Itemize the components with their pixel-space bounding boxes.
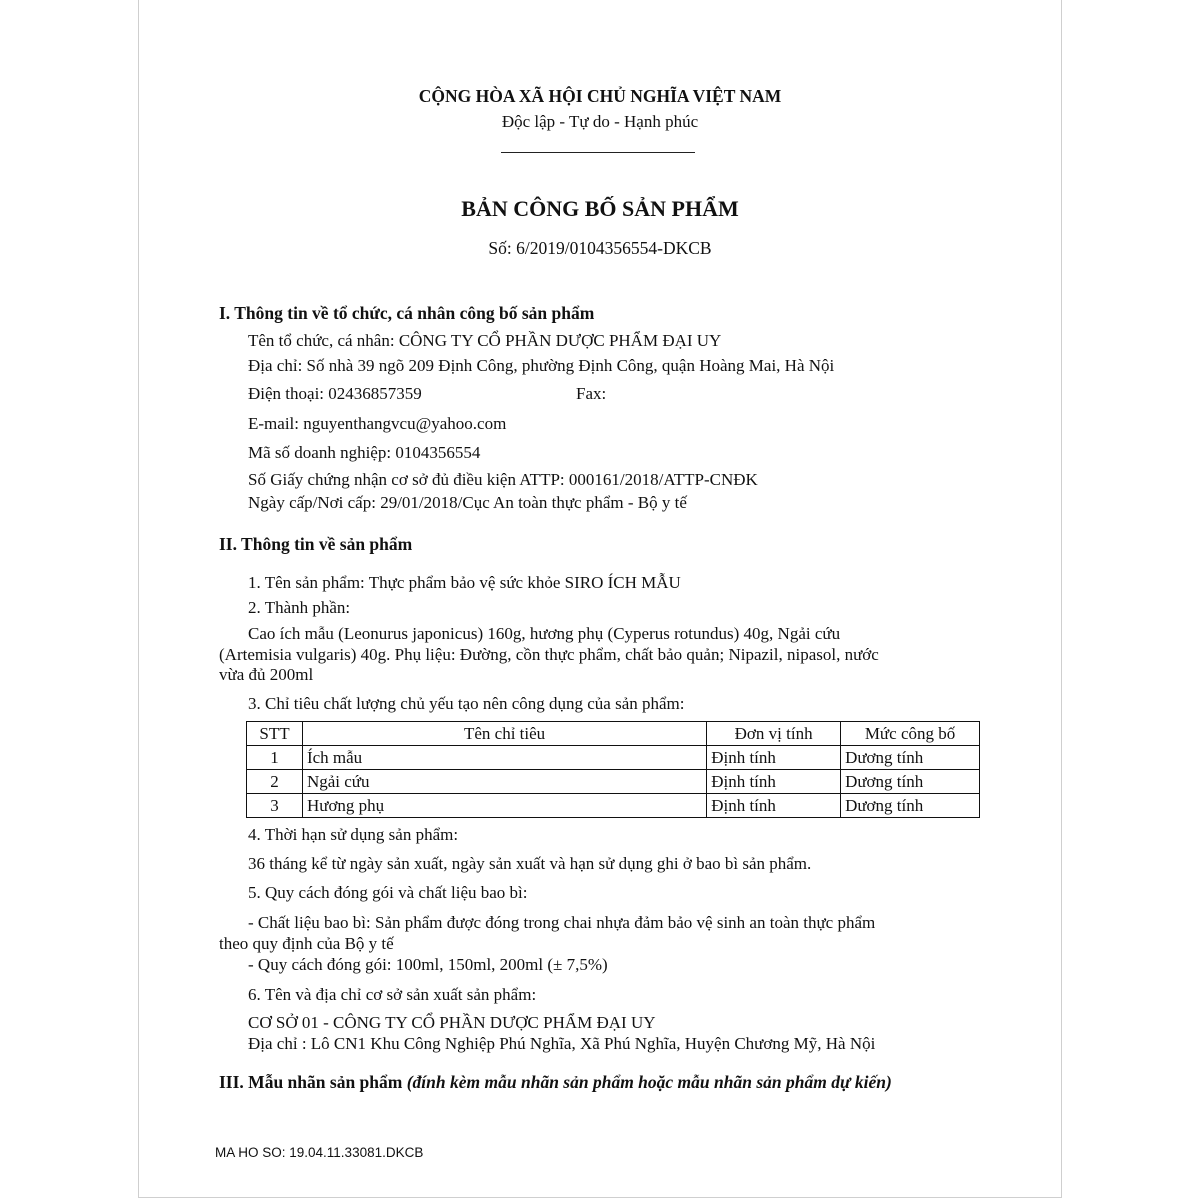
document-title: BẢN CÔNG BỐ SẢN PHẨM [461, 196, 739, 221]
ingredients-line-1: Cao ích mẫu (Leonurus japonicus) 160g, hương phụ (Cyperus rotundus) 40g, Ngải cứu [248, 624, 841, 643]
shelf-life-heading: 4. Thời hạn sử dụng sản phẩm: [248, 825, 459, 844]
org-phone: Điện thoại: 02436857359 [248, 384, 422, 403]
table-header-cell: Mức công bố [841, 722, 980, 746]
table-cell: Hương phụ [302, 794, 706, 818]
header-divider [501, 152, 695, 153]
section-1-heading: I. Thông tin về tổ chức, cá nhân công bố sản phẩm [219, 303, 595, 323]
table-header-cell: STT [247, 722, 303, 746]
table-cell: 3 [247, 794, 303, 818]
table-row [247, 746, 980, 770]
table-row [247, 794, 980, 818]
manufacturer-name: CƠ SỞ 01 - CÔNG TY CỔ PHẦN DƯỢC PHẨM ĐẠI UY [248, 1013, 656, 1032]
table-header-cell: Đơn vị tính [707, 722, 841, 746]
manufacturer-address: Địa chỉ : Lô CN1 Khu Công Nghiệp Phú Nghĩa, Xã Phú Nghĩa, Huyện Chương Mỹ, Hà Nội [248, 1034, 876, 1053]
shelf-life-text: 36 tháng kể từ ngày sản xuất, ngày sản xuất và hạn sử dụng ghi ở bao bì sản phẩm. [248, 854, 812, 873]
manufacturer-heading: 6. Tên và địa chỉ cơ sở sản xuất sản phẩm: [248, 985, 537, 1004]
ingredients-line-2: (Artemisia vulgaris) 40g. Phụ liệu: Đường, cồn thực phẩm, chất bảo quản; Nipazil, nipasol, nước [219, 645, 879, 664]
table-cell: 2 [247, 770, 303, 794]
quality-criteria-heading: 3. Chỉ tiêu chất lượng chủ yếu tạo nên công dụng của sản phẩm: [248, 694, 685, 713]
quality-criteria-table [246, 721, 980, 818]
packaging-material-line-2: theo quy định của Bộ y tế [219, 934, 394, 953]
org-certificate-issued: Ngày cấp/Nơi cấp: 29/01/2018/Cục An toàn thực phẩm - Bộ y tế [248, 493, 687, 512]
packaging-material-line-1: - Chất liệu bao bì: Sản phẩm được đóng trong chai nhựa đảm bảo vệ sinh an toàn thực phẩm [248, 913, 876, 932]
org-email: E-mail: nguyenthangvcu@yahoo.com [248, 414, 507, 433]
table-cell: Ngải cứu [302, 770, 706, 794]
section-3-note: (đính kèm mẫu nhãn sản phẩm hoặc mẫu nhãn sản phẩm dự kiến) [406, 1072, 892, 1092]
org-business-code: Mã số doanh nghiệp: 0104356554 [248, 443, 481, 462]
ingredients-line-3: vừa đủ 200ml [219, 665, 314, 684]
section-2-heading: II. Thông tin về sản phẩm [219, 534, 413, 554]
table-cell: 1 [247, 746, 303, 770]
table-cell: Dương tính [841, 746, 980, 770]
national-title: CỘNG HÒA XÃ HỘI CHỦ NGHĨA VIỆT NAM [418, 86, 782, 106]
packaging-spec: - Quy cách đóng gói: 100ml, 150ml, 200ml (± 7,5%) [248, 955, 608, 974]
org-fax: Fax: [576, 384, 607, 403]
section-3-heading: III. Mẫu nhãn sản phẩm [219, 1072, 403, 1092]
org-certificate: Số Giấy chứng nhận cơ sở đủ điều kiện ATTP: 000161/2018/ATTP-CNĐK [248, 470, 758, 489]
table-row [247, 770, 980, 794]
product-name: 1. Tên sản phẩm: Thực phẩm bảo vệ sức khỏe SIRO ÍCH MẪU [248, 573, 681, 592]
packaging-heading: 5. Quy cách đóng gói và chất liệu bao bì: [248, 883, 528, 902]
table-cell: Dương tính [841, 794, 980, 818]
table-cell: Định tính [707, 746, 841, 770]
table-cell: Dương tính [841, 770, 980, 794]
section-3-line [219, 1071, 892, 1093]
table-header-cell: Tên chỉ tiêu [302, 722, 706, 746]
table-cell: Ích mẫu [302, 746, 706, 770]
table-cell: Định tính [707, 794, 841, 818]
org-address: Địa chỉ: Số nhà 39 ngõ 209 Định Công, phường Định Công, quận Hoàng Mai, Hà Nội [248, 356, 835, 375]
document-number: Số: 6/2019/0104356554-DKCB [488, 238, 712, 258]
dossier-code: MA HO SO: 19.04.11.33081.DKCB [215, 1145, 424, 1160]
table-cell: Định tính [707, 770, 841, 794]
table-header-row [247, 722, 980, 746]
ingredients-heading: 2. Thành phần: [248, 598, 351, 617]
national-motto: Độc lập - Tự do - Hạnh phúc [501, 112, 699, 131]
org-name: Tên tổ chức, cá nhân: CÔNG TY CỔ PHẦN DƯỢC PHẨM ĐẠI UY [248, 331, 722, 350]
